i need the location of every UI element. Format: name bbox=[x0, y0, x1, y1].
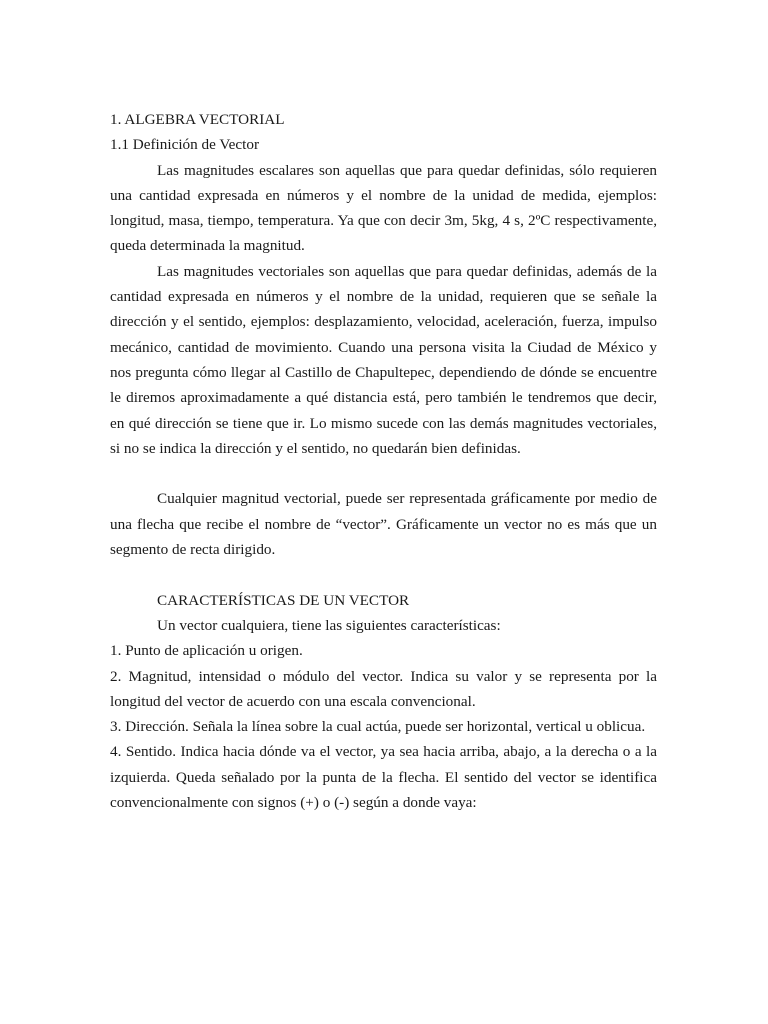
document-page bbox=[110, 107, 657, 815]
paragraph-vector-definition: Cualquier magnitud vectorial, puede ser representada gráficamente por medio de una flecha que recibe el nombre de “vector”. Gráficamente un vector no es más que un segmento de recta dirigido. bbox=[110, 490, 657, 559]
characteristic-item-sense: 4. Sentido. Indica hacia dónde va el vector, ya sea hacia arriba, abajo, a la derecha o a la izquierda. Queda señalado por la punta de la flecha. El sentido del vector se identifica convencionalmente con signos (+) o (-) según a donde vaya: bbox=[110, 743, 657, 812]
chapter-title: 1. ALGEBRA VECTORIAL bbox=[110, 111, 285, 128]
section-title: 1.1 Definición de Vector bbox=[110, 136, 260, 154]
paragraph-vector-magnitudes: Las magnitudes vectoriales son aquellas que para quedar definidas, además de la cantidad expresada en números y el nombre de la unidad, requieren que se señale la dirección y el sentido, ejemplos: desplazamiento, velocidad, aceleración, fuerza, impulso mecánico, cantidad de movimiento. Cuando una persona visita la Ciudad de México y nos pregunta cómo llegar al Castillo de Chapultepec, dependiendo de dónde se encuentre le diremos aproximadamente a qué distancia está, pero también le tendremos que decir, en qué dirección se tiene que ir. Lo mismo sucede con las demás magnitudes vectoriales, si no se indica la dirección y el sentido, no quedarán bien definidas. bbox=[110, 262, 657, 457]
characteristics-heading: CARACTERÍSTICAS DE UN VECTOR bbox=[157, 591, 410, 609]
blank-line bbox=[110, 562, 657, 587]
characteristic-item-origin: 1. Punto de aplicación u origen. bbox=[110, 642, 303, 660]
blank-line bbox=[110, 461, 657, 486]
paragraph-scalar-magnitudes: Las magnitudes escalares son aquellas que para quedar definidas, sólo requieren una cantidad expresada en números y el nombre de la unidad de medida, ejemplos: longitud, masa, tiempo, temperatura. Ya que con decir 3m, 5kg, 4 s, 2ºC respectivamente, queda determinada la magnitud. bbox=[110, 161, 657, 255]
characteristic-item-magnitude: 2. Magnitud, intensidad o módulo del vector. Indica su valor y se representa por la longitud del vector de acuerdo con una escala convencional. bbox=[110, 667, 657, 710]
characteristics-intro: Un vector cualquiera, tiene las siguientes características: bbox=[157, 616, 501, 634]
characteristic-item-direction: 3. Dirección. Señala la línea sobre la cual actúa, puede ser horizontal, vertical u oblicua. bbox=[110, 718, 646, 736]
